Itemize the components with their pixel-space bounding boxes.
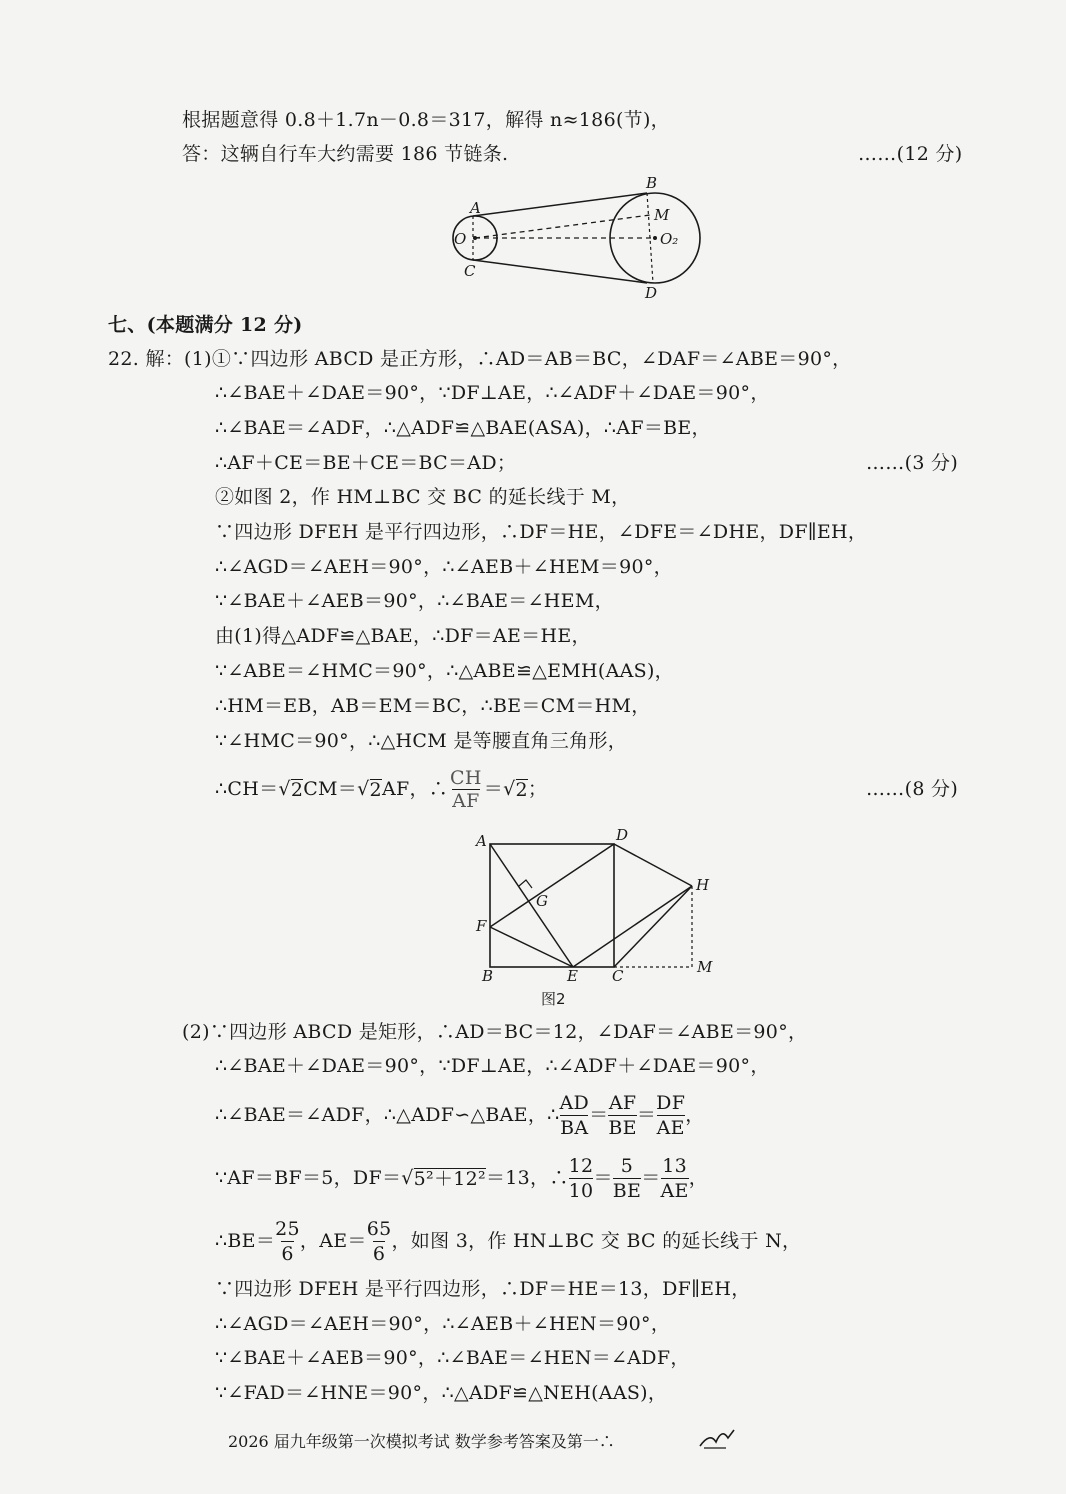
equals: ＝	[641, 1167, 661, 1189]
segment-DF	[490, 844, 614, 927]
denominator: 6	[281, 1242, 294, 1265]
fraction	[656, 1091, 685, 1140]
denominator: AF	[452, 789, 480, 812]
solution-line-3: ∴∠BAE＝∠ADF，∴△ADF≌△BAE(ASA)，∴AF＝BE，	[215, 417, 711, 439]
text-run: ＝13，∴	[485, 1167, 569, 1189]
solution-line-12: ∵∠HMC＝90°，∴△HCM 是等腰直角三角形，	[215, 730, 628, 752]
segment-EH	[573, 886, 692, 967]
ch-text: AF，∴	[381, 778, 449, 800]
sqrt-symbol: √	[401, 1167, 414, 1189]
answer-conclusion: 答：这辆自行车大约需要 186 节链条.	[182, 143, 509, 165]
numerator: AF	[608, 1091, 637, 1114]
label-D: D	[645, 284, 658, 302]
solution-line-5: ②如图 2，作 HM⊥BC 交 BC 的延长线于 M，	[215, 486, 631, 508]
solution-line-9: 由(1)得△ADF≌△BAE，∴DF＝AE＝HE，	[215, 625, 591, 647]
ch-text: ∴CH＝	[215, 778, 279, 800]
label-C: C	[612, 967, 624, 985]
sqrt-symbol: √	[357, 778, 370, 800]
solution-line-11: ∴HM＝EB，AB＝EM＝BC，∴BE＝CM＝HM，	[215, 695, 651, 717]
dashed-chord	[475, 215, 650, 238]
solution-line-6: ∵四边形 DFEH 是平行四边形，∴DF＝HE，∠DFE＝∠DHE，DF∥EH，	[215, 521, 868, 543]
square-ABCD	[490, 844, 614, 967]
segment-DH	[614, 844, 692, 886]
fraction	[661, 1154, 689, 1203]
part2-line-5	[215, 1215, 801, 1267]
fraction	[569, 1154, 594, 1203]
label-C: C	[464, 262, 476, 280]
label-E: E	[567, 967, 578, 985]
label-G: G	[536, 892, 548, 910]
figure-2-square	[468, 824, 728, 1014]
upper-tangent	[473, 193, 647, 216]
fraction	[613, 1154, 641, 1203]
label-B: B	[646, 174, 658, 192]
numerator: 12	[568, 1154, 594, 1177]
text-run: ∴BE＝	[215, 1230, 276, 1252]
label-A: A	[476, 832, 487, 850]
denominator: BE	[608, 1116, 637, 1139]
solution-line-8: ∵∠BAE＋∠AEB＝90°，∴∠BAE＝∠HEM，	[215, 590, 614, 612]
part2-line-1: (2)∵四边形 ABCD 是矩形，∴AD＝BC＝12，∠DAF＝∠ABE＝90°，	[182, 1021, 808, 1043]
numerator: 5	[620, 1154, 634, 1177]
text-run: ∵AF＝BF＝5，DF＝	[215, 1167, 402, 1189]
sqrt-symbol: √	[503, 778, 516, 800]
numerator: 13	[662, 1154, 687, 1177]
equals: ＝	[589, 1104, 609, 1126]
label-A: A	[470, 199, 481, 217]
solution-line-7: ∴∠AGD＝∠AEH＝90°，∴∠AEB＋∠HEM＝90°，	[215, 556, 673, 578]
solution-line-2: ∴∠BAE＋∠DAE＝90°，∵DF⊥AE，∴∠ADF＋∠DAE＝90°，	[215, 382, 770, 404]
ch-text: ＝	[483, 778, 504, 800]
part2-line-9: ∵∠FAD＝∠HNE＝90°，∴△ADF≌△NEH(AAS)，	[215, 1382, 668, 1404]
label-M: M	[697, 958, 713, 976]
sqrt-symbol: √	[278, 778, 291, 800]
denominator: BA	[560, 1116, 589, 1139]
denominator: 6	[372, 1242, 386, 1265]
ch-text: ；	[527, 778, 548, 800]
figure-caption: 图2	[541, 990, 566, 1008]
numerator: DF	[656, 1091, 686, 1114]
denominator: 10	[568, 1179, 594, 1202]
score-mark: ……(3 分)	[866, 452, 959, 474]
equals: ＝	[593, 1167, 613, 1189]
part2-line-6: ∵四边形 DFEH 是平行四边形，∴DF＝HE＝13，DF∥EH，	[215, 1278, 751, 1300]
fraction	[275, 1217, 300, 1266]
score-mark: ……(12 分)	[858, 143, 963, 165]
fraction	[560, 1091, 590, 1140]
part2-line-2: ∴∠BAE＋∠DAE＝90°，∵DF⊥AE，∴∠ADF＋∠DAE＝90°，	[215, 1055, 770, 1077]
text-run: ，	[688, 1167, 709, 1189]
page-footer: 2026 届九年级第一次模拟考试 数学参考答案及第一∴	[228, 1432, 615, 1451]
solution-line-1: 22. 解：(1)①∵四边形 ABCD 是正方形，∴AD＝AB＝BC，∠DAF＝∠ABE＝90°，	[108, 348, 852, 370]
fraction	[367, 1217, 392, 1266]
sqrt-radicand: 2	[515, 778, 528, 801]
sqrt-radicand: 2	[290, 778, 304, 801]
label-D: D	[616, 826, 629, 844]
label-F: F	[476, 917, 487, 935]
figure-chain-diagram	[440, 172, 720, 304]
denominator: AE	[656, 1116, 685, 1139]
label-O2: O₂	[660, 230, 679, 248]
label-H: H	[696, 876, 710, 894]
numerator: 25	[275, 1217, 300, 1240]
solution-line-10: ∵∠ABE＝∠HMC＝90°，∴△ABE≌△EMH(AAS)，	[215, 660, 674, 682]
text-run: ，AE＝	[299, 1230, 367, 1252]
solution-line-4: ∴AF＋CE＝BE＋CE＝BC＝AD；	[215, 452, 517, 474]
ch-ratio-line	[215, 764, 547, 814]
label-B: B	[482, 967, 494, 985]
right-angle-mark	[519, 880, 532, 888]
text-run: ，如图 3，作 HN⊥BC 交 BC 的延长线于 N，	[391, 1230, 802, 1252]
sqrt-radicand: 5²＋12²	[413, 1167, 486, 1190]
score-mark: ……(8 分)	[866, 778, 959, 800]
answer-line: 根据题意得 0.8＋1.7n－0.8＝317，解得 n≈186(节)，	[182, 109, 670, 131]
numerator: AD	[559, 1091, 590, 1114]
part2-line-7: ∴∠AGD＝∠AEH＝90°，∴∠AEB＋∠HEN＝90°，	[215, 1313, 671, 1335]
denominator: AE	[660, 1179, 689, 1202]
part2-line-4	[215, 1152, 708, 1204]
label-M: M	[654, 206, 670, 224]
text-run: ，	[685, 1104, 705, 1126]
numerator: 65	[366, 1217, 392, 1240]
part2-line-3	[215, 1089, 705, 1141]
text-run: ∴∠BAE＝∠ADF，∴△ADF∽△BAE，∴	[215, 1104, 560, 1126]
ch-text: CM＝	[303, 778, 358, 800]
sqrt-radicand: 2	[369, 778, 382, 801]
part2-line-8: ∵∠BAE＋∠AEB＝90°，∴∠BAE＝∠HEN＝∠ADF，	[215, 1347, 690, 1369]
fraction	[608, 1091, 636, 1140]
fraction	[450, 767, 482, 812]
equals: ＝	[636, 1104, 657, 1126]
segment-FE	[490, 927, 573, 967]
lower-tangent	[473, 260, 647, 283]
section-heading: 七、(本题满分 12 分)	[108, 314, 303, 336]
segment-CH	[614, 886, 692, 967]
denominator: BE	[612, 1179, 642, 1202]
label-O1: O	[454, 230, 467, 248]
handwritten-mark	[696, 1424, 746, 1452]
numerator: CH	[450, 766, 482, 789]
segment-AE	[490, 844, 573, 967]
